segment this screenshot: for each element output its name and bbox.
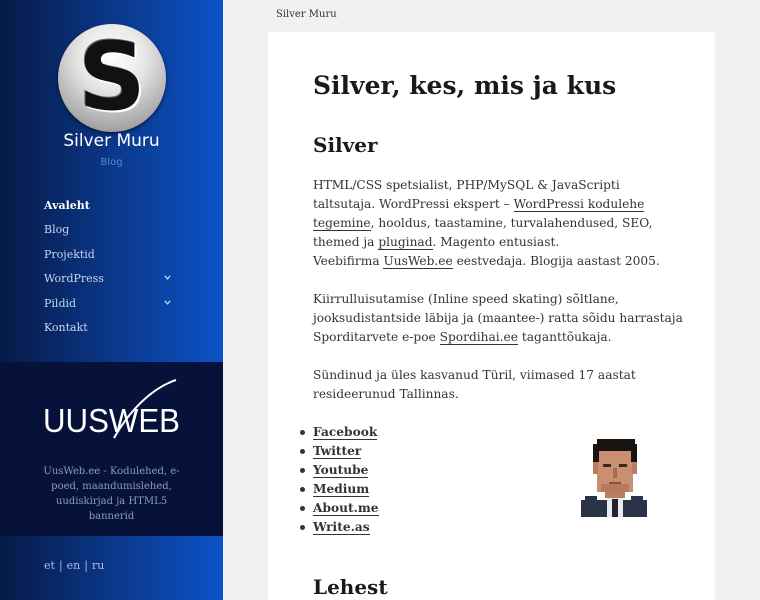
page-title: Silver, kes, mis ja kus: [313, 71, 617, 100]
link-twitter[interactable]: Twitter: [313, 444, 362, 458]
pixel-avatar-image: [581, 436, 647, 517]
language-et[interactable]: et: [44, 559, 55, 572]
language-switcher: [44, 559, 104, 572]
list-item: [313, 461, 379, 480]
list-item: [313, 423, 379, 442]
list-item: [313, 518, 379, 537]
nav-item-label: Kontakt: [44, 320, 88, 334]
language-separator: |: [84, 559, 88, 572]
text-span: taganttõukaja.: [517, 330, 612, 344]
text-span: eestvedaja. Blogija aastast 2005.: [452, 254, 660, 268]
nav-item-label: WordPress: [44, 272, 104, 286]
link-wordpress-kodulehe[interactable]: WordPressi kodulehe tegemine: [313, 197, 645, 230]
uusweb-ad-text: UusWeb.ee - Kodulehed, e-poed, maandumislehed, uudiskirjad ja HTML5 bannerid: [43, 466, 180, 522]
social-links-list: [313, 423, 379, 537]
link-pluginad[interactable]: pluginad: [378, 235, 433, 249]
text-span: Kiirrulluisutamise (Inline speed skating) sõltlane, jooksudistantside läbija ja (maantee-) ratta sõidu harrastaja Sporditarvete e-poe: [313, 292, 683, 344]
link-spordihai[interactable]: Spordihai.ee: [439, 330, 518, 344]
nav-item-avaleht[interactable]: [44, 197, 179, 221]
list-item: [313, 442, 379, 461]
chevron-down-icon[interactable]: [163, 273, 172, 282]
link-uusweb[interactable]: UusWeb.ee: [383, 254, 453, 268]
chevron-down-icon[interactable]: [163, 298, 172, 307]
nav-item-blog[interactable]: [44, 221, 179, 245]
text-span: HTML/CSS spetsialist, PHP/MySQL & JavaScripti taltsutaja. WordPressi ekspert –: [313, 178, 620, 211]
site-logo[interactable]: [58, 24, 166, 132]
intro-paragraph: [313, 176, 683, 271]
nav-item-projektid[interactable]: [44, 246, 179, 270]
nav-item-pildid[interactable]: [44, 295, 179, 319]
section-title-lehest: Lehest: [313, 575, 388, 599]
nav-item-wordpress[interactable]: [44, 270, 179, 294]
link-writeas[interactable]: Write.as: [313, 520, 370, 534]
uusweb-logo-text: UUSWEB: [43, 402, 180, 439]
uusweb-logo[interactable]: [42, 374, 182, 442]
nav-item-label: Projektid: [44, 247, 95, 261]
link-medium[interactable]: Medium: [313, 482, 370, 496]
nav-item-label: Avaleht: [44, 199, 90, 212]
section-title-silver: Silver: [313, 133, 378, 157]
language-separator: |: [58, 559, 63, 572]
nav-item-label: Pildid: [44, 296, 77, 310]
main-navigation: [44, 197, 179, 343]
nav-item-label: Blog: [44, 223, 70, 237]
list-item: [313, 480, 379, 499]
site-title[interactable]: Silver Muru: [63, 131, 160, 151]
origin-paragraph: Sündinud ja üles kasvanud Türil, viimased 17 aastat resideerunud Tallinnas.: [313, 368, 636, 401]
language-en[interactable]: en: [66, 559, 81, 572]
link-aboutme[interactable]: About.me: [313, 501, 379, 515]
nav-item-kontakt[interactable]: [44, 319, 179, 343]
text-span: . Magento entusiast.: [432, 235, 560, 249]
breadcrumb[interactable]: Silver Muru: [276, 9, 337, 20]
site-description: Blog: [100, 157, 123, 168]
sport-paragraph: [313, 290, 683, 347]
link-youtube[interactable]: Youtube: [313, 463, 369, 477]
text-span: Veebifirma: [313, 254, 384, 268]
logo-letter: S: [78, 23, 146, 132]
link-facebook[interactable]: Facebook: [313, 425, 378, 439]
text-span: , hooldus, taastamine, turvalahendused, SEO, themed ja: [313, 216, 653, 249]
list-item: [313, 499, 379, 518]
sidebar: [0, 0, 223, 600]
language-ru[interactable]: ru: [91, 559, 105, 572]
